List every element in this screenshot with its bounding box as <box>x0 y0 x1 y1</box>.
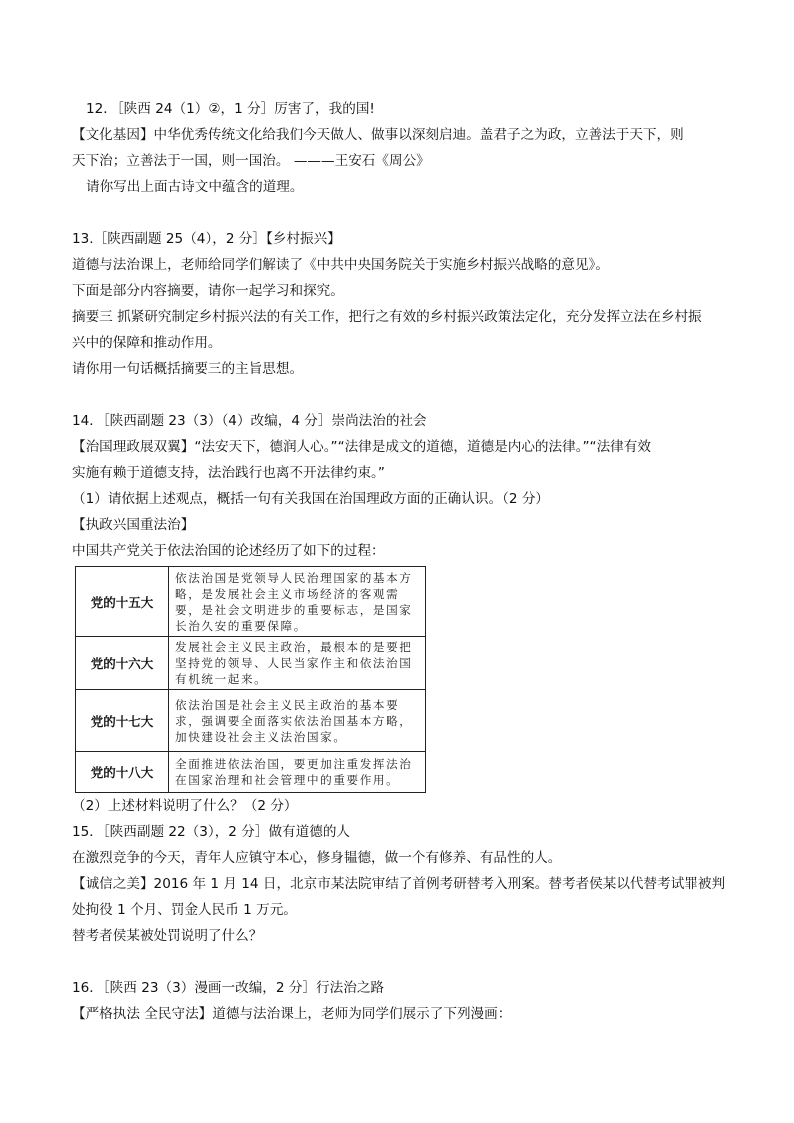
q14-text: 中国共产党关于依法治国的论述经历了如下的过程： <box>72 543 385 559</box>
q15-text: 【诚信之美】2016 年 1 月 14 日，北京市某法院审结了首例考研替考入刑案。替考者侯某以代替考试罪被判 <box>72 876 726 892</box>
q12-title: 12．［陕西 24（1）②，1 分］厉害了，我的国! <box>86 101 375 117</box>
q14-section-heading: 【执政兴国重法治】 <box>72 517 195 533</box>
q15-text: 处拘役 1 个月、罚金人民币 1 万元。 <box>72 902 297 918</box>
table-row <box>76 752 426 793</box>
q12-text: 天下治；立善法于一国，则一国治。 ———王安石《周公》 <box>72 153 430 169</box>
q15-text: 在激烈竞争的今天，青年人应镇守本心，修身韫德，做一个有修养、有品性的人。 <box>72 850 562 866</box>
congress-cell: 党的十六大 <box>76 637 169 690</box>
q12-prompt: 请你写出上面古诗文中蕴含的道理。 <box>86 179 304 195</box>
table-row <box>76 637 426 690</box>
congress-table <box>75 566 426 793</box>
congress-cell: 党的十七大 <box>76 690 169 752</box>
statement-cell: 全面推进依法治国，要更加注重发挥法治在国家治理和社会管理中的重要作用。 <box>169 752 426 793</box>
congress-cell: 党的十八大 <box>76 752 169 793</box>
q14-subquestion-2: （2）上述材料说明了什么？（2 分） <box>72 798 298 814</box>
statement-cell: 依法治国是社会主义民主政治的基本要求，强调要全面落实依法治国基本方略，加快建设社会主义法治国家。 <box>169 690 426 752</box>
q13-text: 道德与法治课上，老师给同学们解读了《中共中央国务院关于实施乡村振兴战略的意见》。 <box>72 257 609 273</box>
q16-text: 【严格执法 全民守法】道德与法治课上，老师为同学们展示了下列漫画： <box>72 1006 512 1022</box>
q13-text: 下面是部分内容摘要，请你一起学习和探究。 <box>72 283 344 299</box>
table-row <box>76 690 426 752</box>
statement-cell: 发展社会主义民主政治，最根本的是要把坚持党的领导、人民当家作主和依法治国有机统一起来。 <box>169 637 426 690</box>
q15-prompt: 替考者侯某被处罚说明了什么？ <box>72 928 263 944</box>
q12-text: 【文化基因】中华优秀传统文化给我们今天做人、做事以深刻启迪。盖君子之为政，立善法于天下，则 <box>72 127 684 143</box>
statement-cell: 依法治国是党领导人民治理国家的基本方略，是发展社会主义市场经济的客观需要，是社会文明进步的重要标志，是国家长治久安的重要保障。 <box>169 567 426 637</box>
congress-cell: 党的十五大 <box>76 567 169 637</box>
q14-subquestion-1: （1）请依据上述观点，概括一句有关我国在治国理政方面的正确认识。（2 分） <box>72 491 550 507</box>
q14-text: 【治国理政展双翼】“法安天下，德润人心。”“法律是成文的道德，道德是内心的法律。”“法律有效 <box>72 439 651 455</box>
q16-title: 16．［陕西 23（3）漫画一改编，2 分］行法治之路 <box>72 980 385 996</box>
q15-title: 15．［陕西副题 22（3），2 分］做有道德的人 <box>72 824 351 840</box>
q13-prompt: 请你用一句话概括摘要三的主旨思想。 <box>72 361 304 377</box>
q13-title: 13.［陕西副题 25（4），2 分］【乡村振兴】 <box>72 231 341 247</box>
q14-title: 14．［陕西副题 23（3）（4）改编，4 分］崇尚法治的社会 <box>72 413 427 429</box>
q13-text: 兴中的保障和推动作用。 <box>72 335 222 351</box>
q14-text: 实施有赖于道德支持，法治践行也离不开法律约束。” <box>72 465 385 481</box>
table-row <box>76 567 426 637</box>
q13-text: 摘要三 抓紧研究制定乡村振兴法的有关工作，把行之有效的乡村振兴政策法定化，充分发挥立法在乡村振 <box>72 309 702 325</box>
